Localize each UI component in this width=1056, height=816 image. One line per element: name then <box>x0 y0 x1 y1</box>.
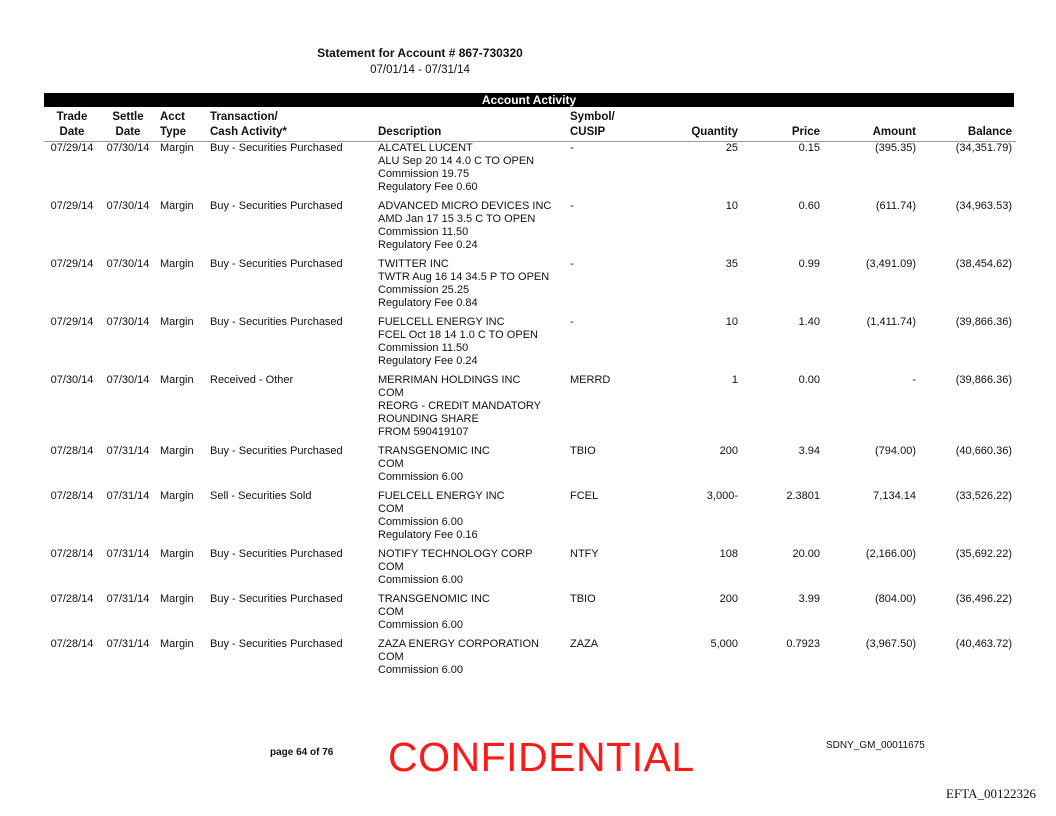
description-line: TRANSGENOMIC INC <box>378 445 490 457</box>
description-line: Commission 6.00 <box>378 471 463 483</box>
column-header-line: Transaction/ <box>210 111 278 123</box>
amount-cell: (804.00) <box>875 593 916 605</box>
description-line: FROM 590419107 <box>378 426 469 438</box>
acct-type-cell: Margin <box>160 445 194 457</box>
acct-type-cell: Margin <box>160 200 194 212</box>
trade-date-cell: 07/28/14 <box>50 490 94 502</box>
balance-cell: (34,351.79) <box>955 142 1012 154</box>
description-line: TRANSGENOMIC INC <box>378 593 490 605</box>
column-header-line: Cash Activity* <box>210 126 287 138</box>
description-line: FUELCELL ENERGY INC <box>378 490 505 502</box>
column-header-acct-type <box>156 110 206 142</box>
trade-date-cell: 07/28/14 <box>50 548 94 560</box>
trade-date-cell: 07/29/14 <box>50 258 94 270</box>
confidential-stamp: CONFIDENTIAL <box>388 734 695 780</box>
column-header-price <box>742 110 824 142</box>
balance-cell: (36,496.22) <box>955 593 1012 605</box>
column-header-line <box>746 110 820 125</box>
symbol-cell: TBIO <box>570 445 596 457</box>
amount-cell: (395.35) <box>875 142 916 154</box>
column-header-description <box>374 110 566 142</box>
transaction-cell: Buy - Securities Purchased <box>210 638 343 650</box>
column-header-line: Balance <box>967 126 1012 138</box>
column-header-settle-date <box>100 110 156 142</box>
transaction-cell: Buy - Securities Purchased <box>210 445 343 457</box>
quantity-cell: 108 <box>719 548 738 560</box>
acct-type-cell: Margin <box>160 142 194 154</box>
statement-period: 07/01/14 - 07/31/14 <box>370 64 470 76</box>
column-header-amount <box>824 110 920 142</box>
description-cell <box>374 490 566 548</box>
column-header-line: Settle <box>112 111 144 123</box>
efta-number: EFTA_00122326 <box>946 786 1036 801</box>
trade-date-cell: 07/30/14 <box>50 374 94 386</box>
quantity-cell: 200 <box>719 593 738 605</box>
balance-cell: (38,454.62) <box>955 258 1012 270</box>
description-line: COM <box>378 387 404 399</box>
description-line: ZAZA ENERGY CORPORATION <box>378 638 539 650</box>
acct-type-cell: Margin <box>160 316 194 328</box>
statement-title: Statement for Account # 867-730320 <box>317 46 523 60</box>
acct-type-cell: Margin <box>160 593 194 605</box>
column-header-line <box>828 110 916 125</box>
quantity-cell: 3,000- <box>706 490 738 502</box>
description-cell <box>374 258 566 316</box>
symbol-cell: FCEL <box>570 490 599 502</box>
amount-cell: - <box>912 374 916 386</box>
amount-cell: (611.74) <box>875 200 916 212</box>
description-line: ROUNDING SHARE <box>378 413 479 425</box>
transaction-cell: Received - Other <box>210 374 294 386</box>
description-line: Commission 19.75 <box>378 168 470 180</box>
balance-cell: (39,866.36) <box>955 374 1012 386</box>
column-header-line: Quantity <box>691 126 738 138</box>
column-header-line: Date <box>59 126 85 138</box>
amount-cell: (3,491.09) <box>865 258 916 270</box>
column-header-line: Acct <box>160 111 185 123</box>
acct-type-cell: Margin <box>160 490 194 502</box>
settle-date-cell: 07/31/14 <box>106 490 150 502</box>
description-cell <box>374 593 566 638</box>
symbol-cell: - <box>570 200 574 212</box>
description-cell <box>374 374 566 445</box>
acct-type-cell: Margin <box>160 258 194 270</box>
symbol-cell: - <box>570 142 574 154</box>
description-cell <box>374 548 566 593</box>
quantity-cell: 200 <box>719 445 738 457</box>
price-cell: 2.3801 <box>786 490 820 502</box>
column-header-line: Price <box>791 126 820 138</box>
symbol-cell: TBIO <box>570 593 596 605</box>
description-line: Commission 6.00 <box>378 574 463 586</box>
description-line: Regulatory Fee 0.60 <box>378 181 478 193</box>
settle-date-cell: 07/31/14 <box>106 445 150 457</box>
description-line: MERRIMAN HOLDINGS INC <box>378 374 521 386</box>
description-line: Regulatory Fee 0.24 <box>378 355 478 367</box>
column-header-line: Type <box>160 126 186 138</box>
settle-date-cell: 07/30/14 <box>106 142 150 154</box>
trade-date-cell: 07/28/14 <box>50 593 94 605</box>
description-line: Commission 6.00 <box>378 619 463 631</box>
transaction-cell: Buy - Securities Purchased <box>210 142 343 154</box>
column-header-line: Amount <box>872 126 916 138</box>
description-line: Regulatory Fee 0.16 <box>378 529 478 541</box>
description-line: Commission 11.50 <box>378 342 469 354</box>
price-cell: 20.00 <box>792 548 820 560</box>
amount-cell: 7,134.14 <box>873 490 916 502</box>
amount-cell: (794.00) <box>875 445 916 457</box>
column-header-line: Symbol/ <box>570 111 615 123</box>
description-line: COM <box>378 458 404 470</box>
description-line: COM <box>378 503 404 515</box>
table-row <box>44 374 1016 445</box>
description-line: Regulatory Fee 0.84 <box>378 297 478 309</box>
price-cell: 0.00 <box>798 374 820 386</box>
description-line: TWTR Aug 16 14 34.5 P TO OPEN <box>378 271 550 283</box>
transaction-cell: Buy - Securities Purchased <box>210 200 343 212</box>
settle-date-cell: 07/31/14 <box>106 593 150 605</box>
description-line: COM <box>378 651 404 663</box>
settle-date-cell: 07/30/14 <box>106 374 150 386</box>
description-line: REORG - CREDIT MANDATORY <box>378 400 541 412</box>
table-row <box>44 142 1016 201</box>
acct-type-cell: Margin <box>160 374 194 386</box>
balance-cell: (35,692.22) <box>955 548 1012 560</box>
settle-date-cell: 07/30/14 <box>106 258 150 270</box>
table-row <box>44 258 1016 316</box>
description-line: ALCATEL LUCENT <box>378 142 473 154</box>
quantity-cell: 10 <box>725 200 738 212</box>
bates-number: SDNY_GM_00011675 <box>826 740 925 751</box>
table-row <box>44 490 1016 548</box>
description-cell <box>374 200 566 258</box>
description-line: FCEL Oct 18 14 1.0 C TO OPEN <box>378 329 538 341</box>
balance-cell: (40,463.72) <box>955 638 1012 650</box>
description-line: ALU Sep 20 14 4.0 C TO OPEN <box>378 155 535 167</box>
column-header-line: Description <box>378 126 442 138</box>
description-cell <box>374 445 566 490</box>
table-body <box>44 142 1016 684</box>
transaction-cell: Buy - Securities Purchased <box>210 593 343 605</box>
description-line: Commission 6.00 <box>378 516 463 528</box>
description-line: Commission 6.00 <box>378 664 463 676</box>
transaction-cell: Sell - Securities Sold <box>210 490 312 502</box>
price-cell: 3.94 <box>798 445 820 457</box>
symbol-cell: MERRD <box>570 374 611 386</box>
column-header-line: Trade <box>56 111 88 123</box>
amount-cell: (2,166.00) <box>865 548 916 560</box>
price-cell: 3.99 <box>798 593 820 605</box>
description-cell <box>374 142 566 201</box>
symbol-cell: - <box>570 316 574 328</box>
trade-date-cell: 07/29/14 <box>50 316 94 328</box>
column-header-quantity <box>638 110 742 142</box>
column-header-transaction <box>206 110 374 142</box>
price-cell: 0.7923 <box>786 638 820 650</box>
account-activity-banner: Account Activity <box>44 93 1014 107</box>
quantity-cell: 35 <box>725 258 738 270</box>
description-line: ADVANCED MICRO DEVICES INC <box>378 200 552 212</box>
column-header-line <box>924 110 1012 125</box>
account-activity-table <box>44 110 1016 683</box>
symbol-cell: ZAZA <box>570 638 599 650</box>
trade-date-cell: 07/29/14 <box>50 200 94 212</box>
settle-date-cell: 07/31/14 <box>106 638 150 650</box>
price-cell: 0.15 <box>798 142 820 154</box>
settle-date-cell: 07/31/14 <box>106 548 150 560</box>
column-header-balance <box>920 110 1016 142</box>
column-header-line: Date <box>115 126 141 138</box>
quantity-cell: 5,000 <box>710 638 738 650</box>
quantity-cell: 10 <box>725 316 738 328</box>
table-row <box>44 200 1016 258</box>
column-header-line <box>642 110 738 125</box>
table-row <box>44 445 1016 490</box>
transaction-cell: Buy - Securities Purchased <box>210 316 343 328</box>
acct-type-cell: Margin <box>160 548 194 560</box>
trade-date-cell: 07/28/14 <box>50 638 94 650</box>
balance-cell: (33,526.22) <box>955 490 1012 502</box>
table-row <box>44 548 1016 593</box>
balance-cell: (39,866.36) <box>955 316 1012 328</box>
trade-date-cell: 07/29/14 <box>50 142 94 154</box>
column-header-line: CUSIP <box>570 126 606 138</box>
symbol-cell: - <box>570 258 574 270</box>
table-row <box>44 638 1016 683</box>
quantity-cell: 1 <box>731 374 738 386</box>
amount-cell: (3,967.50) <box>865 638 916 650</box>
description-line: Regulatory Fee 0.24 <box>378 239 478 251</box>
table-header-row <box>44 110 1016 142</box>
quantity-cell: 25 <box>725 142 738 154</box>
column-header-trade-date <box>44 110 100 142</box>
table-row <box>44 316 1016 374</box>
price-cell: 0.99 <box>798 258 820 270</box>
page-number: page 64 of 76 <box>270 747 334 758</box>
balance-cell: (34,963.53) <box>955 200 1012 212</box>
balance-cell: (40,660.36) <box>955 445 1012 457</box>
description-line: TWITTER INC <box>378 258 449 270</box>
acct-type-cell: Margin <box>160 638 194 650</box>
price-cell: 0.60 <box>798 200 820 212</box>
description-line: FUELCELL ENERGY INC <box>378 316 505 328</box>
description-line: Commission 11.50 <box>378 226 469 238</box>
transaction-cell: Buy - Securities Purchased <box>210 548 343 560</box>
transaction-cell: Buy - Securities Purchased <box>210 258 343 270</box>
price-cell: 1.40 <box>798 316 820 328</box>
description-cell <box>374 316 566 374</box>
description-line: AMD Jan 17 15 3.5 C TO OPEN <box>378 213 536 225</box>
description-line: COM <box>378 561 404 573</box>
description-line: NOTIFY TECHNOLOGY CORP <box>378 548 533 560</box>
symbol-cell: NTFY <box>570 548 599 560</box>
settle-date-cell: 07/30/14 <box>106 200 150 212</box>
amount-cell: (1,411.74) <box>866 316 916 328</box>
description-cell <box>374 638 566 683</box>
settle-date-cell: 07/30/14 <box>106 316 150 328</box>
column-header-line <box>378 110 562 125</box>
trade-date-cell: 07/28/14 <box>50 445 94 457</box>
column-header-symbol <box>566 110 638 142</box>
table-row <box>44 593 1016 638</box>
description-line: Commission 25.25 <box>378 284 470 296</box>
description-line: COM <box>378 606 404 618</box>
